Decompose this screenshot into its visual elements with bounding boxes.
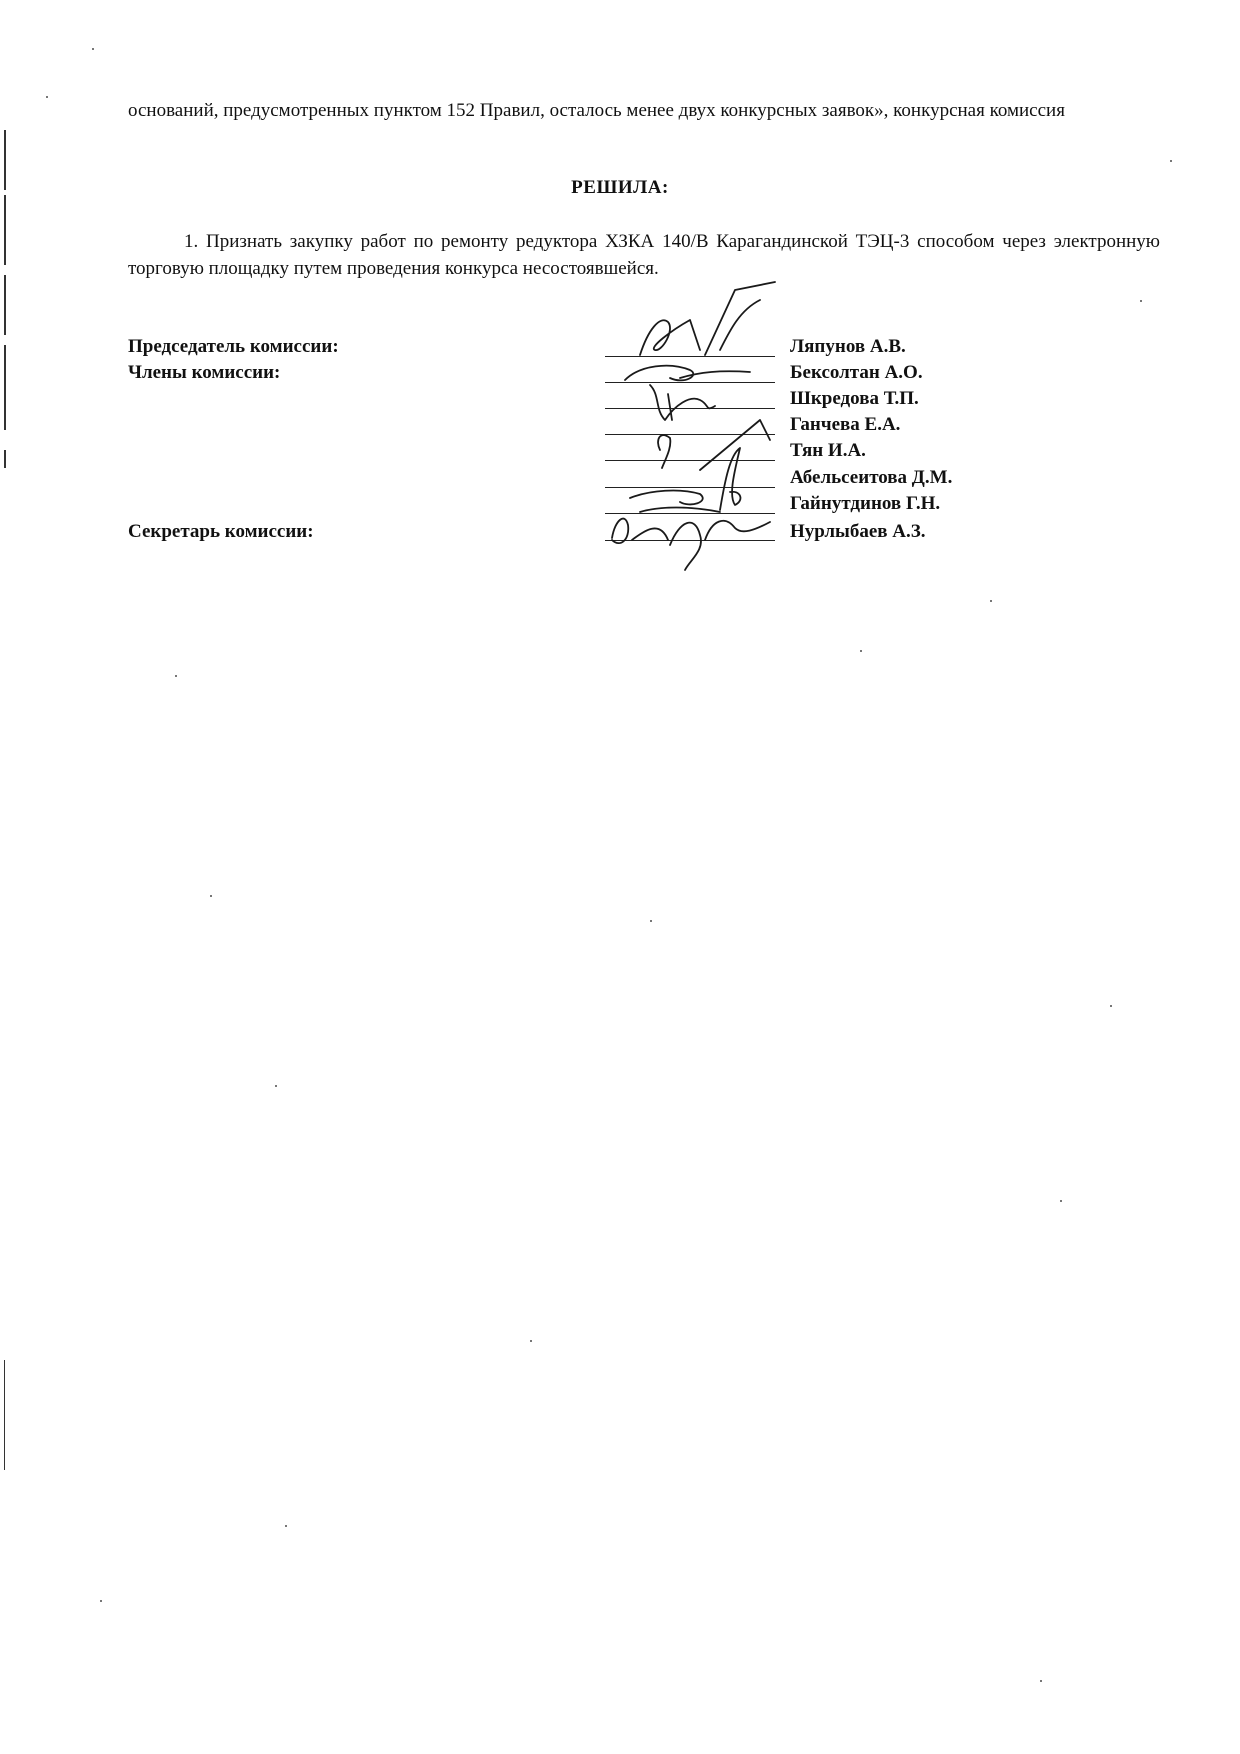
decision-heading: РЕШИЛА: bbox=[571, 177, 669, 198]
signatory-name: Шкредова Т.П. bbox=[790, 388, 919, 409]
scan-speck bbox=[1040, 1680, 1042, 1682]
signature-member-5 bbox=[630, 491, 720, 512]
signatory-name: Тян И.А. bbox=[790, 440, 866, 461]
intro-paragraph: оснований, предусмотренных пунктом 152 Правил, осталось менее двух конкурсных заявок», конкурсная комиссия bbox=[128, 100, 1065, 121]
signatory-name: Бексолтан А.О. bbox=[790, 362, 923, 383]
decision-paragraph: 1. Признать закупку работ по ремонту редуктора ХЗКА 140/В Карагандинской ТЭЦ-3 способом через электронную торговую площадку путем проведения конкурса несостоявшейся. bbox=[128, 231, 1160, 279]
scan-speck bbox=[210, 895, 212, 897]
signature-chairman bbox=[640, 282, 775, 355]
scan-speck bbox=[1060, 1200, 1062, 1202]
signature-member-3 bbox=[658, 420, 770, 470]
signature-secretary bbox=[612, 519, 770, 570]
signature-member-2 bbox=[650, 385, 715, 420]
signatory-name: Ганчева Е.А. bbox=[790, 414, 901, 435]
scan-speck bbox=[175, 675, 177, 677]
scan-speck bbox=[100, 1600, 102, 1602]
chairman-label: Председатель комиссии: bbox=[128, 336, 339, 357]
signatory-name: Ляпунов А.В. bbox=[790, 336, 906, 357]
scan-speck bbox=[275, 1085, 277, 1087]
signature-member-1 bbox=[625, 366, 750, 381]
scan-speck bbox=[1140, 300, 1142, 302]
signatory-name: Абельсеитова Д.М. bbox=[790, 467, 953, 488]
signatory-name: Гайнутдинов Г.Н. bbox=[790, 493, 941, 514]
signature-member-4 bbox=[720, 448, 740, 510]
members-label: Члены комиссии: bbox=[128, 362, 281, 383]
scan-speck bbox=[1110, 1005, 1112, 1007]
scan-speck bbox=[990, 600, 992, 602]
scan-speck bbox=[285, 1525, 287, 1527]
secretary-label: Секретарь комиссии: bbox=[128, 521, 314, 542]
scan-speck bbox=[530, 1340, 532, 1342]
scan-speck bbox=[650, 920, 652, 922]
signatory-name: Нурлыбаев А.З. bbox=[790, 521, 926, 542]
scan-speck bbox=[860, 650, 862, 652]
scan-speck bbox=[1170, 160, 1172, 162]
